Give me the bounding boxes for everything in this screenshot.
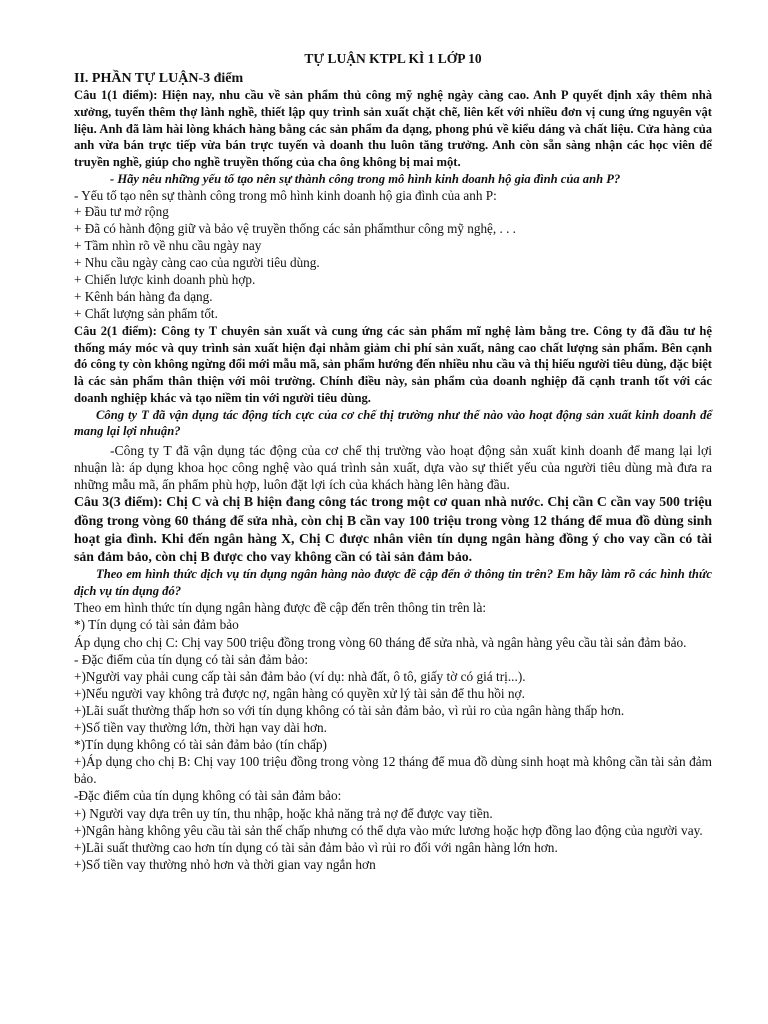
- answer-line: + Đầu tư mở rộng: [74, 204, 169, 220]
- answer-line: + Kênh bán hàng đa dạng.: [74, 289, 213, 305]
- answer-line: + Nhu cầu ngày càng cao của người tiêu dùng.: [74, 255, 320, 271]
- answer-line: Áp dụng cho chị C: Chị vay 500 triệu đồng trong vòng 60 tháng để sửa nhà, và ngân hàng yêu cầu tài sản đảm bảo.: [74, 634, 687, 650]
- answer-line: + Đã có hành động giữ và bảo vệ truyền thống các sản phẩmthur công mỹ nghệ, . . .: [74, 221, 516, 237]
- answer-line: -Đặc điểm của tín dụng không có tài sản đảm bảo:: [74, 788, 342, 804]
- question-3-text: Câu 3(3 điểm): Chị C và chị B hiện đang công tác trong một cơ quan nhà nước. Chị cần C cần vay 500 triệu đồng trong vòng 60 tháng để sửa nhà, còn chị B cần vay 100 triệu trong vòng 12 tháng để mua đồ dùng sinh hoạt gia đình. Khi đến ngân hàng X, Chị C được nhân viên tín dụng ngân hàng đồng ý cho vay cần có tài sản đảm bảo, còn chị B được cho vay không cần có tài sản đảm bảo.: [74, 494, 712, 564]
- answer-line: +)Ngân hàng không yêu cầu tài sản thế chấp nhưng có thể dựa vào mức lương hoặc hợp đồng lao động của người vay.: [74, 822, 703, 838]
- question-2-text: Câu 2(1 điểm): Công ty T chuyên sản xuất và cung ứng các sản phẩm mĩ nghệ làm bằng tre. Công ty đã đầu tư hệ thống máy móc và quy trình sản xuất hiện đại nhằm giảm chi phí sản xuất, nâng cao chất lượng sản phẩm. Bên cạnh đó công ty còn không ngừng đổi mới mẫu mã, sản phẩm hướng đến nhiều nhu cầu và thị hiếu người tiêu dùng, đặc biệt là các sản phẩm thân thiện với môi trường. Chính điều này, sản phẩm của doanh nghiệp đã cạnh tranh tốt với các doanh nghiệp khác và tạo niềm tin với người tiêu dùng.: [74, 323, 712, 406]
- answer-line: +) Người vay dựa trên uy tín, thu nhập, hoặc khả năng trả nợ để được vay tiền.: [74, 805, 493, 821]
- answer-line: - Yếu tố tạo nên sự thành công trong mô hình kinh doanh hộ gia đình của anh P:: [74, 187, 497, 203]
- answer-line: + Tầm nhìn rõ về nhu cầu ngày nay: [74, 238, 262, 254]
- answer-line: +)Lãi suất thường thấp hơn so với tín dụng không có tài sản đảm bảo, vì rủi ro của ngân hàng thấp hơn.: [74, 702, 625, 718]
- answer-line: +)Số tiền vay thường lớn, thời hạn vay dài hơn.: [74, 720, 327, 736]
- answer-line: +)Áp dụng cho chị B: Chị vay 100 triệu đồng trong vòng 12 tháng để mua đồ dùng sinh hoạt mà không cần tài sản đảm bảo.: [74, 754, 712, 787]
- answer-line: - Đặc điểm của tín dụng có tài sản đảm bảo:: [74, 651, 309, 667]
- question-1-text: Câu 1(1 điểm): Hiện nay, nhu cầu về sản phẩm thủ công mỹ nghệ ngày càng cao. Anh P quyết định xây thêm nhà xưởng, tuyển thêm thợ lành nghề, thiết lập quy trình sản xuất chặt chẽ, liên kết với nhiều đơn vị cung ứng nguyên vật liệu. Anh đã làm hài lòng khách hàng bằng các sản phẩm đa dạng, phong phú về kiểu dáng và chất liệu. Cửa hàng của anh vừa bán trực tiếp vừa bán trực tuyến và doanh thu luôn tăng trưởng. Anh còn sẵn sàng nhận các học viên để truyền nghề, giúp cho nghề truyền thống của cha ông không bị mai một.: [74, 88, 712, 170]
- question-2-answer: -Công ty T đã vận dụng tác động của cơ chế thị trường vào hoạt động sản xuất kinh doanh để mang lại lợi nhuận là: áp dụng khoa học công nghệ vào quá trình sản xuất, dựa vào sự thiết yếu của người tiêu dùng mà đưa ra những mẫu mã, ấn phẩm phù hợp, luôn đặt lợi ích của khách hàng lên hàng đầu.: [74, 443, 712, 492]
- answer-line: *) Tín dụng có tài sản đảm bảo: [74, 617, 239, 633]
- answer-line: +)Người vay phải cung cấp tài sản đảm bảo (ví dụ: nhà đất, ô tô, giấy tờ có giá trị...).: [74, 668, 526, 684]
- answer-line: + Chiến lược kinh doanh phù hợp.: [74, 272, 256, 288]
- document-page: [74, 50, 712, 873]
- question-1-answer: [74, 188, 712, 323]
- answer-line: +)Lãi suất thường cao hơn tín dụng có tài sản đảm bảo vì rủi ro đối với ngân hàng lớn hơn.: [74, 839, 558, 855]
- question-3-prompt: Theo em hình thức dịch vụ tín dụng ngân hàng nào được đề cập đến ở thông tin trên? Em hãy làm rõ các hình thức dịch vụ tín dụng đó?: [74, 567, 712, 598]
- document-title: TỰ LUẬN KTPL KÌ 1 LỚP 10: [304, 51, 482, 66]
- question-1-prompt: - Hãy nêu những yếu tố tạo nên sự thành công trong mô hình kinh doanh hộ gia đình của anh P?: [110, 171, 621, 186]
- answer-line: Theo em hình thức tín dụng ngân hàng được đề cập đến trên thông tin trên là:: [74, 600, 487, 616]
- question-3-answer: [74, 599, 712, 873]
- section-heading: II. PHẦN TỰ LUẬN-3 điểm: [74, 71, 244, 86]
- answer-line: +)Số tiền vay thường nhỏ hơn và thời gian vay ngắn hơn: [74, 856, 376, 872]
- question-2-prompt: Công ty T đã vận dụng tác động tích cực của cơ chế thị trường như thế nào vào hoạt động sản xuất kinh doanh để mang lại lợi nhuận?: [74, 407, 712, 439]
- answer-line: + Chất lượng sản phẩm tốt.: [74, 305, 218, 321]
- answer-line: +)Nếu người vay không trả được nợ, ngân hàng có quyền xử lý tài sản để thu hồi nợ.: [74, 685, 525, 701]
- answer-line: *)Tín dụng không có tài sản đảm bảo (tín chấp): [74, 737, 327, 753]
